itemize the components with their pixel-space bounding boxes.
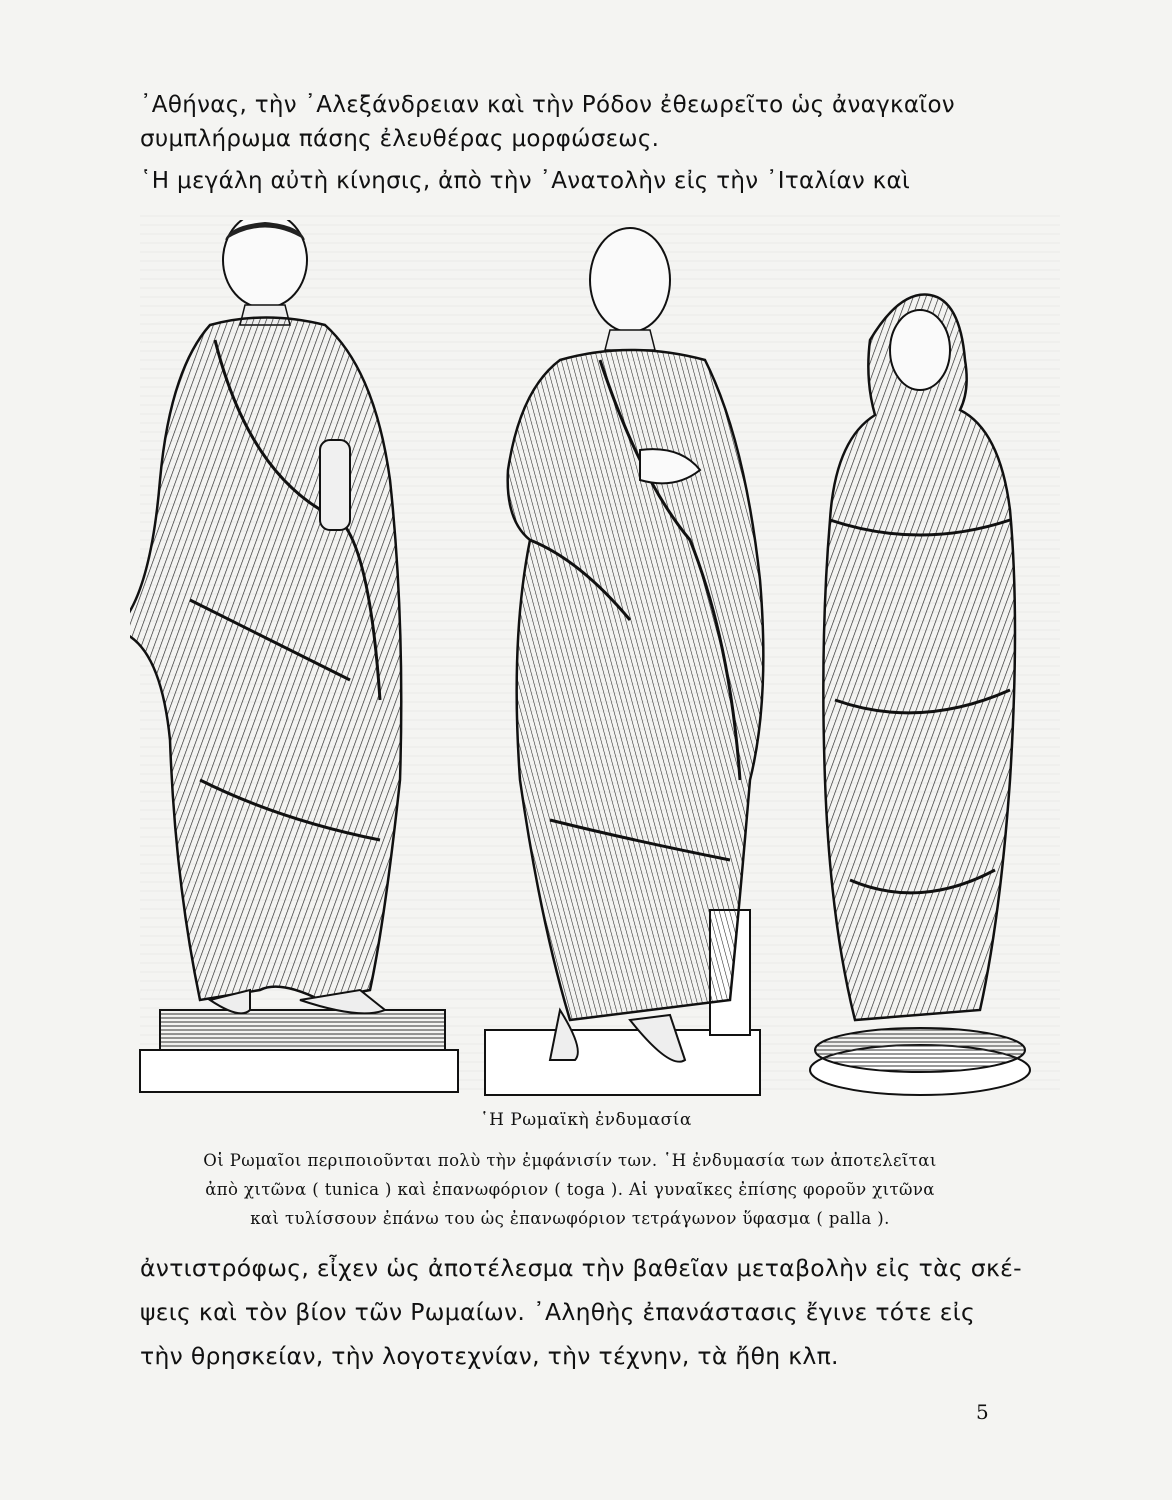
roman-statues-illustration xyxy=(130,220,1060,1100)
caption-line: καὶ τυλίσσουν ἐπάνω του ὡς ἐπανωφόριον τετράγωνον ὕφασμα ( palla ). xyxy=(250,1209,890,1228)
caption-line: Οἱ Ρωμαῖοι περιποιοῦνται πολὺ τὴν ἐμφάνισίν των. ῾Η ἐνδυμασία των ἀποτελεῖται xyxy=(203,1151,937,1170)
statue-man-toga-center xyxy=(485,228,763,1095)
text-line: συμπλήρωμα πάσης ἐλευθέρας μορφώσεως. xyxy=(140,126,660,152)
bottom-paragraph xyxy=(140,1246,1022,1378)
statue-man-toga-left xyxy=(130,220,458,1092)
figure-caption-title: ῾Η Ρωμαϊκὴ ἐνδυμασία xyxy=(480,1110,692,1130)
statue-woman-palla-right xyxy=(810,295,1030,1095)
figure-caption xyxy=(140,1146,1000,1233)
page-number: 5 xyxy=(976,1400,989,1424)
caption-line: ἀπὸ χιτῶνα ( tunica ) καὶ ἐπανωφόριον ( toga ). Αἱ γυναῖκες ἐπίσης φοροῦν χιτῶνα xyxy=(205,1180,935,1199)
top-paragraph xyxy=(140,88,990,198)
text-line: ψεις καὶ τὸν βίον τῶν Ρωμαίων. ᾿Αληθὴς ἐπανάστασις ἔγινε τότε εἰς xyxy=(140,1298,976,1326)
text-line: ᾿Αθήνας, τὴν ᾿Αλεξάνδρειαν καὶ τὴν Ρόδον ἐθεωρεῖτο ὡς ἀναγκαῖον xyxy=(140,92,955,118)
text-line: ῾Η μεγάλη αὐτὴ κίνησις, ἀπὸ τὴν ᾿Ανατολὴν εἰς τὴν ᾿Ιταλίαν καὶ xyxy=(140,168,911,194)
text-line: τὴν θρησκείαν, τὴν λογοτεχνίαν, τὴν τέχνην, τὰ ἤθη κλπ. xyxy=(140,1342,839,1370)
text-line: ἀντιστρόφως, εἶχεν ὡς ἀποτέλεσμα τὴν βαθεῖαν μεταβολὴν εἰς τὰς σκέ- xyxy=(140,1254,1022,1282)
